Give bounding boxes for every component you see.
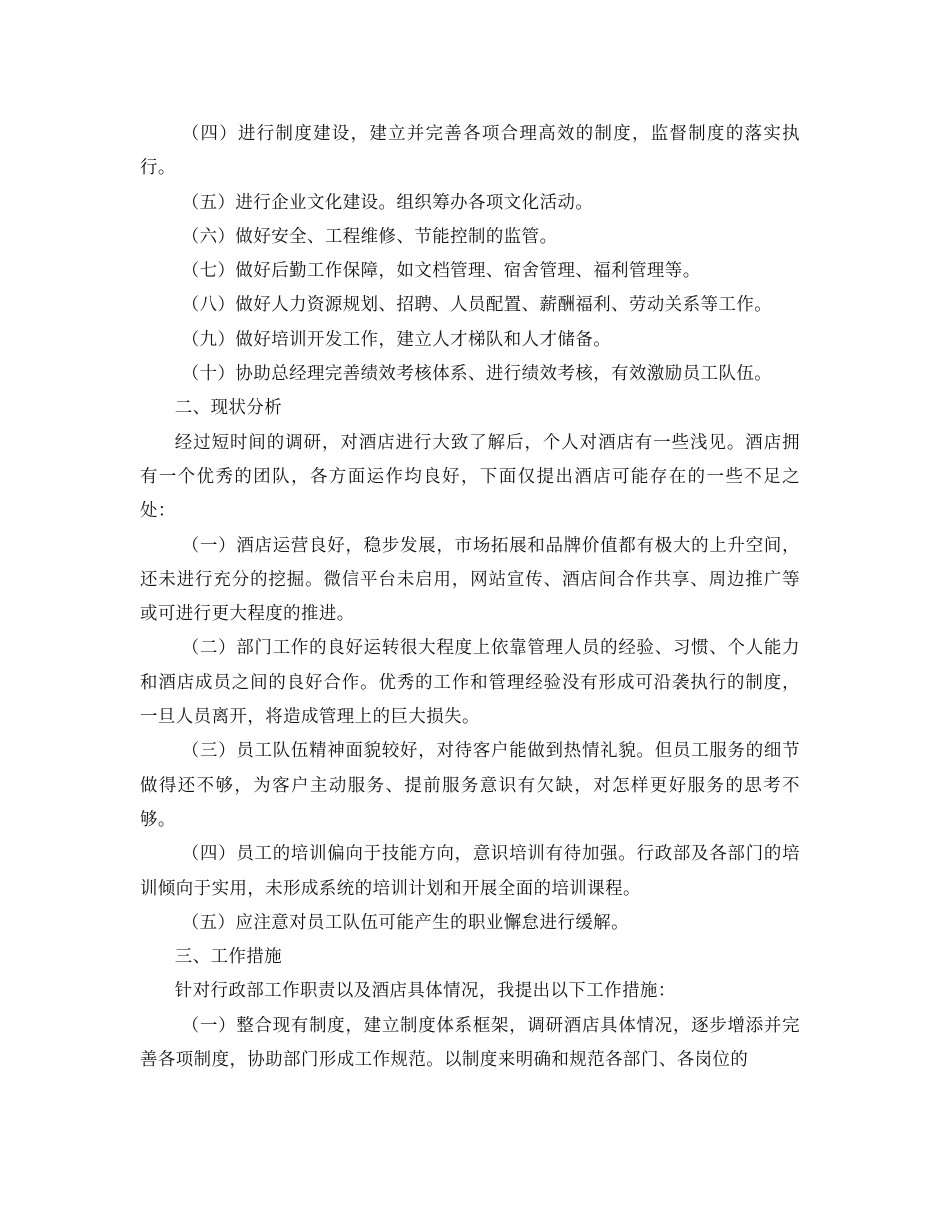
paragraph: （四）进行制度建设，建立并完善各项合理高效的制度，监督制度的落实执行。: [140, 124, 800, 179]
paragraph: （四）员工的培训偏向于技能方向，意识培训有待加强。行政部及各部门的培训倾向于实用，未形成系统的培训计划和开展全面的培训课程。: [140, 844, 800, 899]
paragraph: 经过短时间的调研，对酒店进行大致了解后，个人对酒店有一些浅见。酒店拥有一个优秀的团队，各方面运作均良好，下面仅提出酒店可能存在的一些不足之处：: [140, 432, 800, 522]
paragraph: （八）做好人力资源规划、招聘、人员配置、薪酬福利、劳动关系等工作。: [181, 295, 773, 316]
paragraph: （十）协助总经理完善绩效考核体系、进行绩效考核，有效激励员工队伍。: [181, 364, 773, 385]
paragraph: （一）酒店运营良好，稳步发展，市场拓展和品牌价值都有极大的上升空间，还未进行充分的挖掘。微信平台未启用，网站宣传、酒店间合作共享、周边推广等或可进行更大程度的推进。: [140, 535, 800, 625]
paragraph: （七）做好后勤工作保障，如文档管理、宿舍管理、福利管理等。: [181, 261, 701, 282]
paragraph: 三、工作措施: [174, 947, 283, 968]
paragraph: （一）整合现有制度，建立制度体系框架，调研酒店具体情况，逐步增添并完善各项制度，协助部门形成工作规范。以制度来明确和规范各部门、各岗位的: [140, 1015, 800, 1071]
paragraph: （五）应注意对员工队伍可能产生的职业懈怠进行缓解。: [181, 912, 630, 933]
paragraph: 二、现状分析: [174, 398, 283, 419]
document-body: [140, 117, 800, 1077]
paragraph: （五）进行企业文化建设。组织筹办各项文化活动。: [181, 192, 594, 213]
paragraph: （六）做好安全、工程维修、节能控制的监管。: [181, 226, 558, 247]
paragraph: （二）部门工作的良好运转很大程度上依靠管理人员的经验、习惯、个人能力和酒店成员之间的良好合作。优秀的工作和管理经验没有形成可沿袭执行的制度，一旦人员离开，将造成管理上的巨大损失。: [140, 638, 800, 728]
paragraph: 针对行政部工作职责以及酒店具体情况，我提出以下工作措施：: [174, 981, 676, 1002]
paragraph: （三）员工队伍精神面貌较好，对待客户能做到热情礼貌。但员工服务的细节做得还不够，为客户主动服务、提前服务意识有欠缺，对怎样更好服务的思考不够。: [140, 741, 800, 830]
paragraph: （九）做好培训开发工作，建立人才梯队和人才储备。: [181, 329, 612, 350]
